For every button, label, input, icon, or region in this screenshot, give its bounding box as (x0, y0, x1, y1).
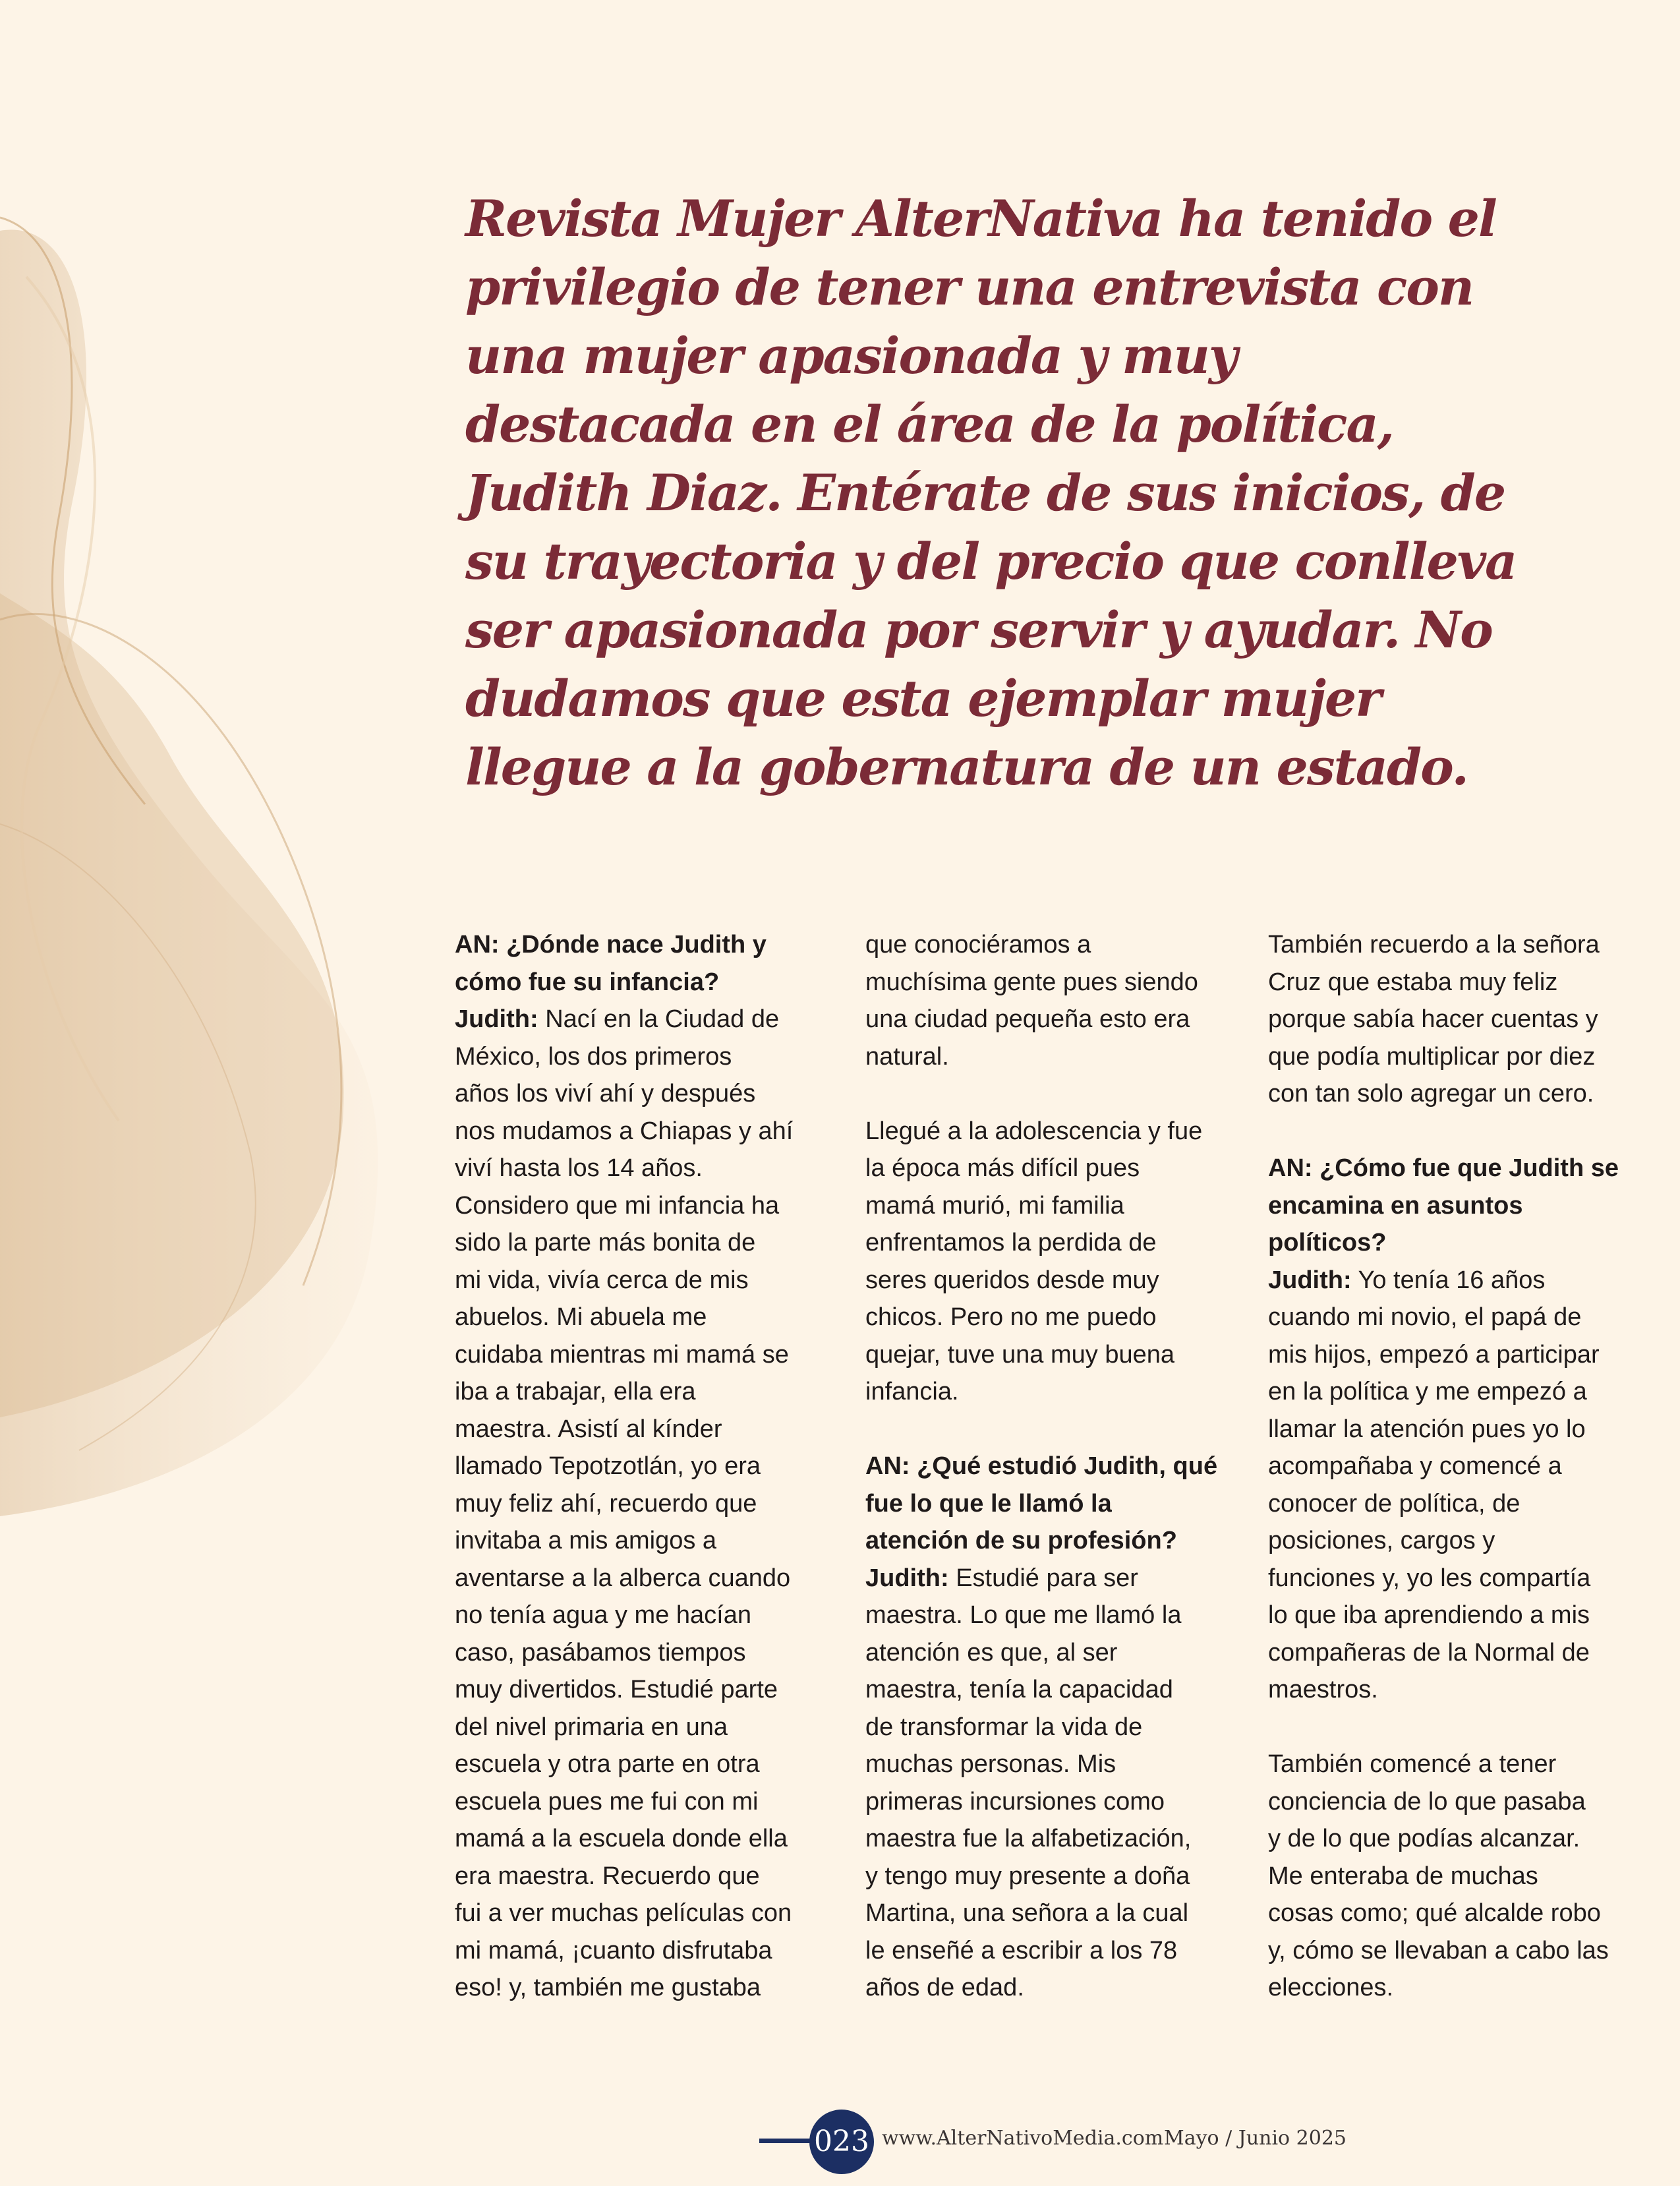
body-line: mamá murió, mi familia (865, 1191, 1124, 1220)
website-link[interactable]: www.AlterNativoMedia.com (882, 2127, 1164, 2150)
body-line: maestra, tenía la capacidad (865, 1676, 1173, 1703)
body-line: y tengo muy presente a doña (865, 1862, 1190, 1890)
decorative-silk-ribbon (0, 0, 461, 1582)
body-line: y de lo que podías alcanzar. (1268, 1825, 1580, 1852)
body-line: eso! y, también me gustaba (455, 1974, 761, 2001)
body-line: porque sabía hacer cuentas y (1268, 1005, 1598, 1033)
interview-question: encamina en asuntos (1268, 1191, 1523, 1220)
body-line: quejar, tuve una muy buena (865, 1340, 1175, 1369)
body-line: mi vida, vivía cerca de mis (455, 1266, 749, 1294)
body-line: compañeras de la Normal de (1268, 1638, 1590, 1667)
body-line: conocer de política, de (1268, 1489, 1521, 1518)
body-line: maestra. Asistí al kínder (455, 1415, 722, 1443)
body-line: muchísima gente pues siendo (865, 968, 1198, 996)
body-line: aventarse a la alberca cuando (455, 1564, 791, 1592)
paragraph-gap (1268, 1709, 1657, 1746)
body-line: llamar la atención pues yo lo (1268, 1415, 1586, 1443)
intro-paragraph (465, 185, 1517, 802)
body-line: acompañaba y comencé a (1268, 1452, 1562, 1480)
body-line: con tan solo agregar un cero. (1268, 1080, 1594, 1108)
body-line: le enseñé a escribir a los 78 (865, 1936, 1178, 1964)
body-line: lo que iba aprendiendo a mis (1268, 1601, 1590, 1629)
intro-line: ser apasionada por servir y ayudar. No (465, 601, 1492, 659)
body-line: enfrentamos la perdida de (865, 1229, 1157, 1256)
body-line: de transformar la vida de (865, 1713, 1143, 1741)
answer-first-line (455, 1001, 844, 1038)
body-line: muchas personas. Mis (865, 1750, 1116, 1778)
article-column-1 (455, 926, 844, 2007)
body-line: conciencia de lo que pasaba (1268, 1787, 1586, 1816)
body-line: y, cómo se llevaban a cabo las (1268, 1936, 1609, 1964)
paragraph-gap (865, 1411, 1254, 1448)
body-line: años de edad. (865, 1974, 1024, 2001)
body-line: Me enteraba de muchas (1268, 1862, 1538, 1890)
body-line: escuela y otra parte en otra (455, 1750, 760, 1778)
body-line: México, los dos primeros (455, 1042, 732, 1071)
page-number-badge: 023 (809, 2110, 874, 2174)
intro-line: privilegio de tener una entrevista con (465, 258, 1474, 316)
intro-line: Judith Diaz. Entérate de sus inicios, de (465, 463, 1505, 522)
body-line: mis hijos, empezó a participar (1268, 1340, 1600, 1369)
intro-line: una mujer apasionada y muy (465, 326, 1237, 385)
body-line: mamá a la escuela donde ella (455, 1825, 788, 1852)
body-line: primeras incursiones como (865, 1787, 1165, 1816)
interview-question: atención de su profesión? (865, 1527, 1177, 1554)
body-line: una ciudad pequeña esto era (865, 1005, 1190, 1033)
body-line: infancia. (865, 1378, 959, 1405)
body-line: llamado Tepotzotlán, yo era (455, 1452, 761, 1480)
body-line: sido la parte más bonita de (455, 1229, 756, 1256)
body-line: cuidaba mientras mi mamá se (455, 1340, 789, 1369)
answer-text: Yo tenía 16 años (1351, 1266, 1546, 1294)
intro-line: llegue a la gobernatura de un estado. (465, 738, 1468, 796)
body-line: viví hasta los 14 años. (455, 1154, 703, 1182)
body-line: escuela pues me fui con mi (455, 1787, 759, 1816)
interview-question: fue lo que le llamó la (865, 1489, 1112, 1518)
speaker-label: Judith: (865, 1564, 949, 1592)
body-line: muy divertidos. Estudié parte (455, 1676, 778, 1703)
body-line: iba a trabajar, ella era (455, 1378, 696, 1405)
body-line: era maestra. Recuerdo que (455, 1862, 760, 1890)
answer-first-line (865, 1560, 1254, 1597)
answer-first-line (1268, 1262, 1657, 1299)
paragraph-gap (865, 1075, 1254, 1113)
intro-line: Revista Mujer AlterNativa ha tenido el (465, 189, 1496, 248)
body-line: fui a ver muchas películas con (455, 1899, 792, 1927)
body-line: en la política y me empezó a (1268, 1378, 1587, 1405)
body-line: caso, pasábamos tiempos (455, 1638, 746, 1667)
body-line: También recuerdo a la señora (1268, 931, 1600, 959)
body-line: Cruz que estaba muy feliz (1268, 968, 1558, 996)
body-line: posiciones, cargos y (1268, 1527, 1495, 1554)
body-line: que conociéramos a (865, 931, 1091, 959)
article-column-2 (865, 926, 1254, 2007)
interview-question: AN: ¿Dónde nace Judith y (455, 931, 767, 959)
answer-text: Estudié para ser (948, 1564, 1138, 1592)
body-line: También comencé a tener (1268, 1750, 1557, 1778)
speaker-label: Judith: (1268, 1266, 1352, 1294)
body-line: años los viví ahí y después (455, 1080, 756, 1108)
body-line: mi mamá, ¡cuanto disfrutaba (455, 1936, 772, 1964)
interview-question: políticos? (1268, 1229, 1387, 1256)
body-line: maestros. (1268, 1676, 1378, 1703)
interview-question: cómo fue su infancia? (455, 968, 720, 996)
body-line: cosas como; qué alcalde robo (1268, 1899, 1601, 1927)
interview-question: AN: ¿Cómo fue que Judith se (1268, 1154, 1619, 1182)
article-column-3 (1268, 926, 1657, 2007)
issue-date: Mayo / Junio 2025 (1164, 2127, 1347, 2150)
body-line: Considero que mi infancia ha (455, 1191, 780, 1220)
body-line: maestra. Lo que me llamó la (865, 1601, 1182, 1629)
body-line: Llegué a la adolescencia y fue (865, 1117, 1203, 1145)
intro-line: su trayectoria y del precio que conlleva (465, 532, 1517, 591)
intro-line: destacada en el área de la política, (465, 395, 1394, 454)
body-line: cuando mi novio, el papá de (1268, 1303, 1582, 1331)
body-line: atención es que, al ser (865, 1638, 1118, 1667)
footer-rule (759, 2139, 812, 2143)
paragraph-gap (1268, 1113, 1657, 1150)
body-line: seres queridos desde muy (865, 1266, 1159, 1294)
body-line: Martina, una señora a la cual (865, 1899, 1189, 1927)
body-line: nos mudamos a Chiapas y ahí (455, 1117, 794, 1145)
answer-text: Nací en la Ciudad de (538, 1005, 780, 1033)
body-line: del nivel primaria en una (455, 1713, 728, 1741)
body-line: muy feliz ahí, recuerdo que (455, 1489, 757, 1518)
body-line: funciones y, yo les compartía (1268, 1564, 1591, 1592)
body-line: elecciones. (1268, 1974, 1394, 2001)
speaker-label: Judith: (455, 1005, 538, 1033)
body-line: abuelos. Mi abuela me (455, 1303, 707, 1331)
body-line: maestra fue la alfabetización, (865, 1825, 1192, 1852)
body-line: invitaba a mis amigos a (455, 1527, 717, 1554)
body-line: natural. (865, 1042, 949, 1071)
interview-question: AN: ¿Qué estudió Judith, qué (865, 1452, 1218, 1480)
body-line: que podía multiplicar por diez (1268, 1042, 1596, 1071)
intro-line: dudamos que esta ejemplar mujer (465, 669, 1381, 728)
body-line: la época más difícil pues (865, 1154, 1140, 1182)
body-line: chicos. Pero no me puedo (865, 1303, 1157, 1331)
body-line: no tenía agua y me hacían (455, 1601, 751, 1629)
